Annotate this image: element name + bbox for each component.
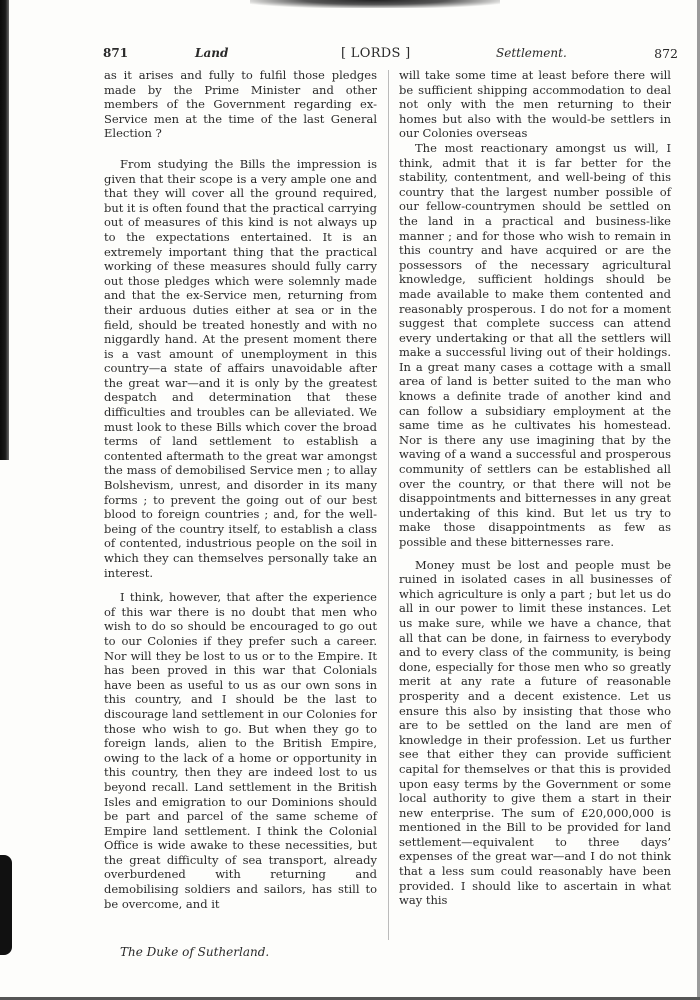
- running-title-right: Settlement.: [496, 46, 567, 60]
- running-title-left: Land: [195, 46, 229, 60]
- paragraph: The most reactionary amongst us will, I think, admit that it is far better for the stability, contentment, and well-being of this country that the largest number possible of our fellow-countrymen should be settled on the land in a practical and business-like manner ; and for those who wish to remain in this country and have acquired or are the possessors of the necessary agricultural knowledge, sufficient holdings should be made available to make them contented and reasonably prosperous. I do not for a moment suggest that complete success can attend every undertaking or that all the settlers will make a successful living out of their holdings. In a great many cases a cottage with a small area of land is better suited to the man who knows a definite trade of another kind and can follow a subsidiary employment at the same time as he cultivates his homestead. Nor is there any use imagining that by the waving of a wand a successful and prosperous community of settlers can be established all over the country, or that there will not be disappointments and bitternesses in any great undertaking of this kind. But let us try to make those disappointments as few as possible and these bitternesses rare.: [399, 140, 671, 549]
- left-column: [104, 68, 377, 911]
- column-number-right: 872: [654, 46, 678, 61]
- right-column: [399, 68, 671, 908]
- column-divider: [388, 70, 389, 940]
- house-label: [ LORDS ]: [341, 46, 411, 61]
- speaker-name: The Duke of Sutherland.: [120, 945, 270, 959]
- scan-shadow-top: [250, 0, 500, 8]
- paragraph: Money must be lost and people must be ruined in isolated cases in all businesses of which agriculture is only a part ; but let us do all in our power to limit these instances. Let us make sure, while we have a chance, that all that can be done, in fairness to everybody and to every class of the community, is being done, especially for those men who so greatly merit at any rate a future of reasonable prosperity and a decent existence. Let us ensure this also by insisting that those who are to be settled on the land are men of knowledge in their profession. Let us further see that either they can provide sufficient capital for themselves or that this is provided upon easy terms by the Government or some local authority to give them a start in their new enterprise. The sum of £20,000,000 is mentioned in the Bill to be provided for land settlement—equivalent to three days’ expenses of the great war—and I do not think that a less sum could reasonably have been provided. I should like to ascertain in what way this: [399, 557, 671, 908]
- scan-artifact-blob: [0, 855, 12, 955]
- column-number-left: 871: [103, 46, 129, 60]
- paragraph: as it arises and fully to fulfil those pledges made by the Prime Minister and other members of the Government regarding ex-Service men at the time of the last General Election ?: [104, 68, 377, 141]
- paragraph: From studying the Bills the impression is given that their scope is a very ample one and that they will cover all the ground required, but it is often found that the practical carrying out of measures of this kind is not always up to the expectations entertained. It is an extremely important thing that the practical working of these measures should fully carry out those pledges which were solemnly made and that the ex-Service men, returning from their arduous duties either at sea or in the field, should be treated honestly and with no niggardly hand. At the present moment there is a vast amount of unemployment in this country—a state of affairs unavoidable after the great war—and it is only by the greatest despatch and determination that these difficulties and troubles can be alleviated. We must look to these Bills which cover the broad terms of land settlement to establish a contented aftermath to the great war amongst the mass of demobilised Service men ; to allay Bolshevism, unrest, and disorder in its many forms ; to prevent the going out of our best blood to foreign countries ; and, for the well-being of the country itself, to establish a class of contented, industrious people on the soil in which they can themselves personally take an interest.: [104, 156, 377, 580]
- page-header: [103, 46, 678, 66]
- scan-border-left: [0, 0, 9, 460]
- paragraph: will take some time at least before there will be sufficient shipping accommodation to deal not only with the men returning to their homes but also with the would-be settlers in our Colonies overseas: [399, 68, 671, 141]
- paragraph: I think, however, that after the experience of this war there is no doubt that men who wish to do so should be encouraged to go out to our Colonies if they prefer such a career. Nor will they be lost to us or to the Empire. It has been proved in this war that Colonials have been as useful to us as our own sons in this country, and I should be the last to discourage land settlement in our Colonies for those who wish to go. But when they go to foreign lands, alien to the British Empire, owing to the lack of a home or opportunity in this country, then they are indeed lost to us beyond recall. Land settlement in the British Isles and emigration to our Dominions should be part and parcel of the same scheme of Empire land settlement. I think the Colonial Office is wide awake to these necessities, but the great difficulty of sea transport, already overburdened with returning and demobilising soldiers and sailors, has still to be overcome, and it: [104, 590, 377, 911]
